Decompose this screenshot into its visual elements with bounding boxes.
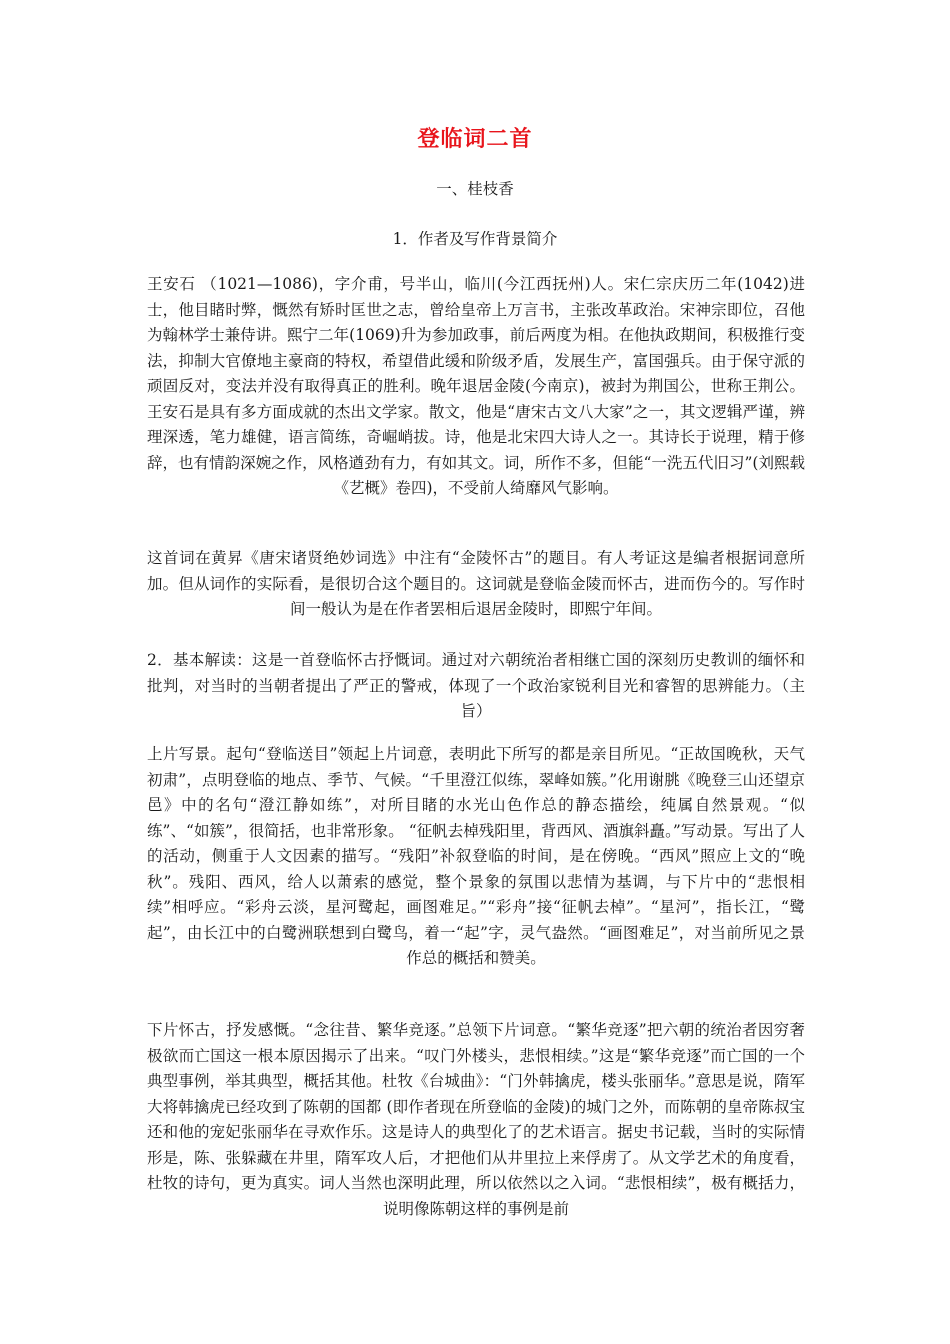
subsection-heading: 1．作者及写作背景简介: [392, 230, 558, 248]
paragraph-basic-reading: 2．基本解读：这是一首登临怀古抒慨词。通过对六朝统治者相继亡国的深刻历史教训的缅怀和批判，对当时的当朝者提出了严正的警戒，体现了一个政治家锐利目光和睿智的思辨能力。（主旨）: [147, 651, 805, 720]
paragraph-author-intro: 王安石 （1021—1086)，字介甫，号半山，临川(今江西抚州)人。宋仁宗庆历二年(1042)进士，他目睹时弊，慨然有矫时匡世之志，曾给皇帝上万言书，主张改革政治。宋神宗即位，召他为翰林学士兼侍讲。熙宁二年(1069)升为参加政事，前后两度为相。在他执政期间，积极推行变法，抑制大官僚地主豪商的特权，希望借此缓和阶级矛盾，发展生产，富国强兵。由于保守派的顽固反对，变法并没有取得真正的胜利。晚年退居金陵(今南京)，被封为荆国公，世称王荆公。王安石是具有多方面成就的杰出文学家。散文，他是“唐宋古文八大家”之一，其文逻辑严谨，辨理深透，笔力雄健，语言简练，奇崛峭拔。诗，他是北宋四大诗人之一。其诗长于说理，精于修辞，也有情韵深婉之作，风格遒劲有力，有如其文。词，所作不多，但能“一洗五代旧习”(刘熙载《艺概》卷四)，不受前人绮靡风气影响。: [147, 275, 805, 497]
paragraph-first-stanza: 上片写景。起句“登临送目”领起上片词意，表明此下所写的都是亲目所见。“正故国晚秋，天气初肃”，点明登临的地点、季节、气候。“千里澄江似练，翠峰如簇。”化用谢朓《晚登三山还望京邑》中的名句“澄江静如练”，对所目睹的水光山色作总的静态描绘，纯属自然景观。“似练”、“如簇”，很简括，也非常形象。 “征帆去棹残阳里，背西风、酒旗斜矗。”写动景。写出了人的活动，侧重于人文因素的描写。“残阳”补叙登临的时间，是在傍晚。“西风”照应上文的“晚秋”。残阳、西风，给人以萧索的感觉，整个景象的氛围以悲情为基调，与下片中的“悲恨相续”相呼应。“彩舟云淡，星河鹭起，画图难足。”“彩舟”接“征帆去棹”。“星河”，指长江，“鹭起”，由长江中的白鹭洲联想到白鹭鸟，着一“起”字，灵气盎然。“画图难足”，对当前所见之景作总的概括和赞美。: [147, 745, 805, 967]
section-heading: 一、桂枝香: [436, 180, 514, 198]
paragraph-second-stanza: 下片怀古，抒发感慨。“念往昔、繁华竞逐。”总领下片词意。“繁华竞逐”把六朝的统治者因穷奢极欲而亡国这一根本原因揭示了出来。“叹门外楼头，悲恨相续。”这是“繁华竞逐”而亡国的一个典型事例，举其典型，概括其他。杜牧《台城曲》：“门外韩擒虎，楼头张丽华。”意思是说，隋军大将韩擒虎已经攻到了陈朝的国都 (即作者现在所登临的金陵)的城门之外，而陈朝的皇帝陈叔宝还和他的宠妃张丽华在寻欢作乐。这是诗人的典型化了的艺术语言。据史书记载，当时的实际情形是，陈、张躲藏在井里，隋军攻人后，才把他们从井里拉上来俘虏了。从文学艺术的角度看，杜牧的诗句，更为真实。词人当然也深明此理，所以依然以之入词。“悲恨相续”，极有概括力，说明像陈朝这样的事例是前: [147, 1021, 805, 1218]
paragraph-background: 这首词在黄昇《唐宋诸贤绝妙词选》中注有“金陵怀古”的题目。有人考证这是编者根据词意所加。但从词作的实际看，是很切合这个题目的。这词就是登临金陵而怀古，进而伤今的。写作时间一般认为是在作者罢相后退居金陵时，即熙宁年间。: [147, 549, 805, 618]
document-title: 登临词二首: [417, 126, 533, 152]
